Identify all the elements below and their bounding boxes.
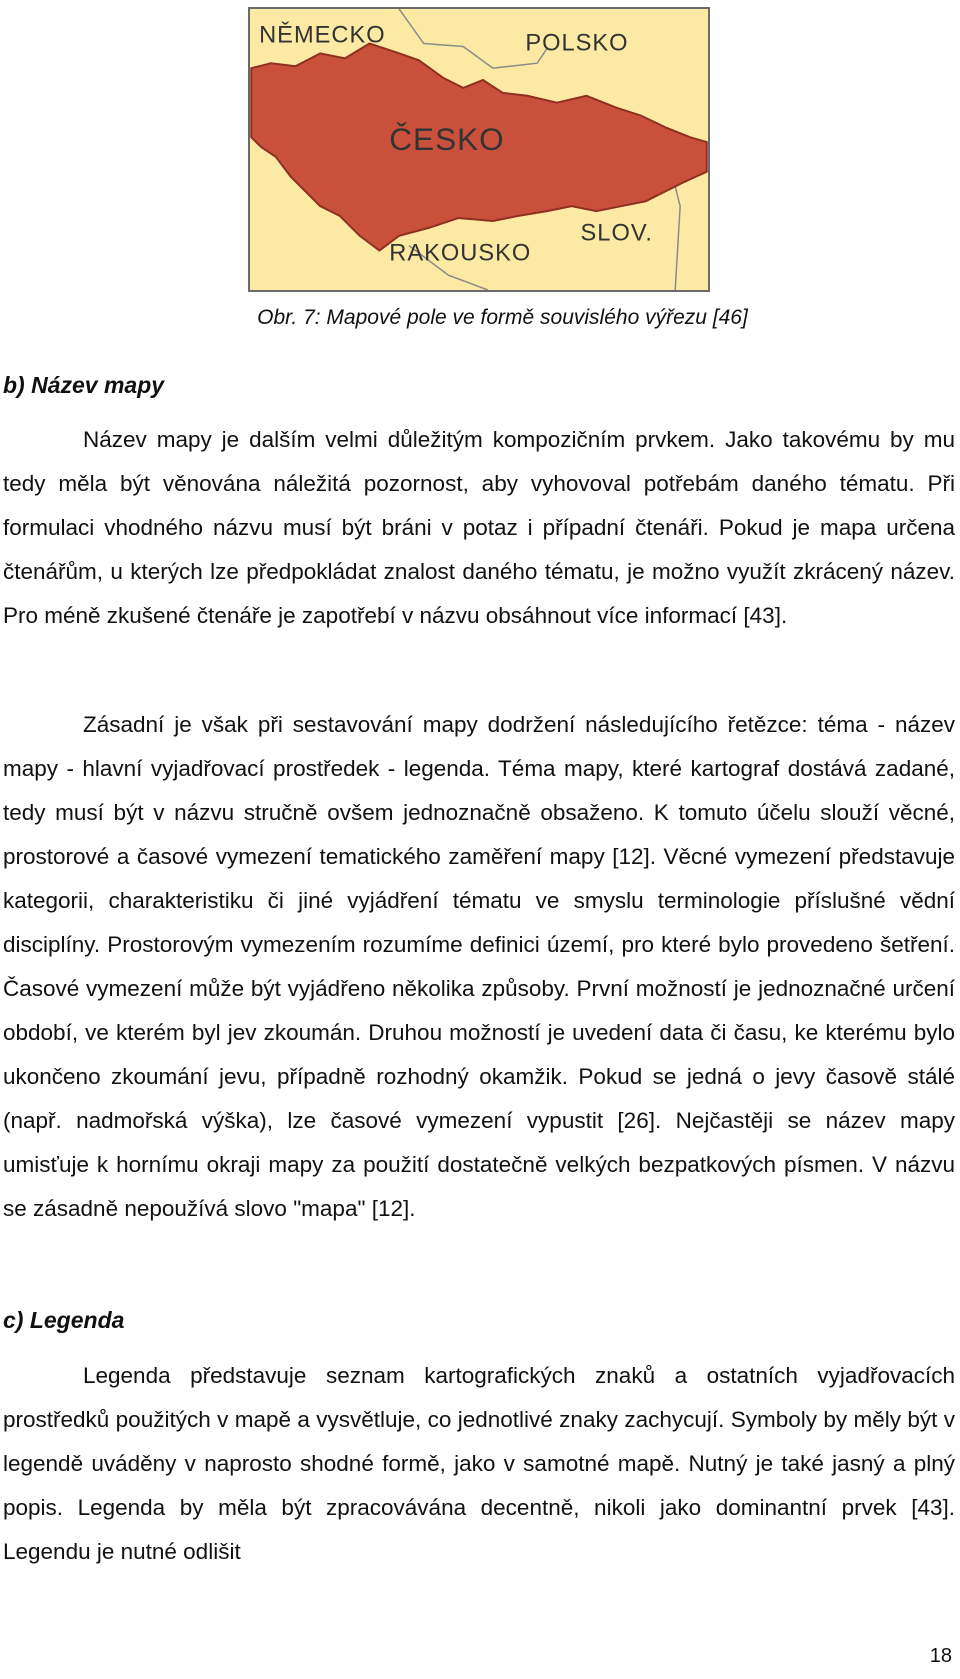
figure-caption: Obr. 7: Mapové pole ve formě souvislého výřezu [46]	[257, 306, 748, 329]
label-slovakia: SLOV.	[580, 220, 654, 247]
czech-map-svg	[250, 9, 708, 290]
page-number: 18	[929, 1645, 952, 1667]
label-germany: NĚMECKO	[259, 22, 386, 49]
paragraph-map-title-intro: Název mapy je dalším velmi důležitým kompozičním prvkem. Jako takovému by mu tedy měla být věnována náležitá pozornost, aby vyhovoval potřebám daného tématu. Při formulaci vhodného názvu musí být bráni v potaz i případní čtenáři. Pokud je mapa určena čtenářům, u kterých lze předpokládat znalost daného tématu, je možno využít zkrácený název. Pro méně zkušené čtenáře je zapotřebí v názvu obsáhnout více informací [43].	[3, 427, 955, 628]
czech-map-figure	[248, 7, 710, 292]
label-austria: RAKOUSKO	[389, 240, 532, 267]
paragraph-legend: Legenda představuje seznam kartografických znaků a ostatních vyjadřovacích prostředků použitých v mapě a vysvětluje, co jednotlivé znaky zachycují. Symboly by měly být v legendě uváděny v naprosto shodné formě, jako v samotné mapě. Nutný je také jasný a plný popis. Legenda by měla být zpracovávána decentně, nikoli jako dominantní prvek [43]. Legendu je nutné odlišit	[3, 1363, 955, 1564]
label-poland: POLSKO	[525, 30, 629, 57]
label-czechia: ČESKO	[389, 120, 505, 157]
paragraph-map-title-chain: Zásadní je však při sestavování mapy dodržení následujícího řetězce: téma - název mapy - hlavní vyjadřovací prostředek - legenda. Téma mapy, které kartograf dostává zadané, tedy musí být v názvu stručně ovšem jednoznačně obsaženo. K tomuto účelu slouží věcné, prostorové a časové vymezení tematického zaměření mapy [12]. Věcné vymezení představuje kategorii, charakteristiku či jiné vyjádření tématu ve smyslu terminologie příslušné vědní disciplíny. Prostorovým vymezením rozumíme definici území, pro které bylo provedeno šetření. Časové vymezení může být vyjádřeno několika způsoby. První možností je jednoznačné určení období, ve kterém byl jev zkoumán. Druhou možností je uvedení data či času, ke kterému bylo ukončeno zkoumání jevu, případně rozhodný okamžik. Pokud se jedná o jevy časově stálé (např. nadmořská výška), lze časové vymezení vypustit [26]. Nejčastěji se název mapy umisťuje k hornímu okraji mapy za použití dostatečně velkých bezpatkových písmen. V názvu se zásadně nepoužívá slovo "mapa" [12].	[3, 712, 955, 1221]
section-heading-map-title: b) Název mapy	[3, 372, 165, 398]
section-heading-legend: c) Legenda	[3, 1307, 125, 1333]
